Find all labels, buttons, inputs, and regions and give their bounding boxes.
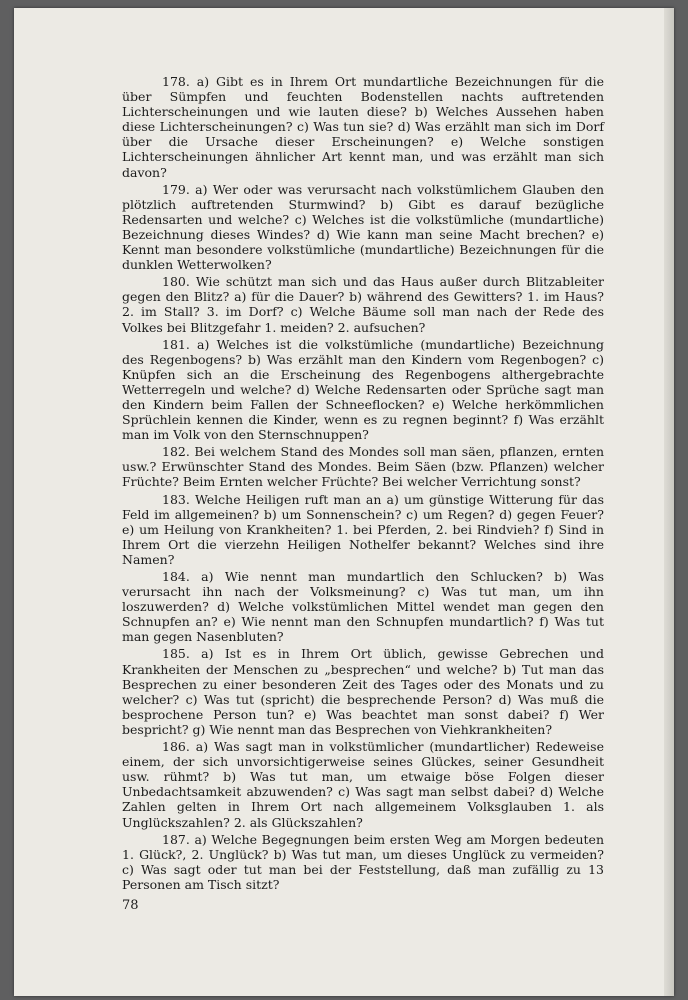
question-list — [122, 74, 604, 894]
document-page — [14, 8, 674, 996]
question-181: 181. a) Welches ist die volkstümliche (mundartliche) Bezeichnung des Regenbogens? b) Was erzählt man den Kindern vom Regenbogen? c) Knüpfen sich an die Erscheinung des Regenbogens althergebrachte Wetterregeln und welche? d) Welche Redensarten oder Sprüche sagt man den Kindern beim Fallen der Schneeflocken? e) Welche herkömmlichen Sprüchlein kennen die Kinder, wenn es zu regnen beginnt? f) Was erzählt man im Volk von den Sternschnuppen? — [122, 336, 604, 443]
page-gutter-shadow — [664, 8, 674, 996]
question-186: 186. a) Was sagt man in volkstümlicher (mundartlicher) Redeweise einem, der sich unvorsichtigerweise seines Glückes, seiner Gesundheit usw. rühmt? b) Was tut man, um etwaige böse Folgen dieser Unbedachtsamkeit abzuwenden? c) Was sagt man selbst dabei? d) Welche Zahlen gelten in Ihrem Ort nach allgemeinem Volksglauben 1. als Unglückszahlen? 2. als Glückszahlen? — [122, 739, 604, 830]
question-182: 182. Bei welchem Stand des Mondes soll man säen, pflanzen, ernten usw.? Erwünschter Stand des Mondes. Beim Säen (bzw. Pflanzen) welcher Früchte? Beim Ernten welcher Früchte? Bei welcher Verrichtung sonst? — [122, 444, 604, 490]
question-180: 180. Wie schützt man sich und das Haus außer durch Blitzableiter gegen den Blitz? a) für die Dauer? b) während des Gewitters? 1. im Haus? 2. im Stall? 3. im Dorf? c) Welche Bäume soll man nach der Rede des Volkes bei Blitzgefahr 1. meiden? 2. aufsuchen? — [122, 274, 604, 335]
question-183: 183. Welche Heiligen ruft man an a) um günstige Witterung für das Feld im allgemeinen? b) um Sonnenschein? c) um Regen? d) gegen Feuer? e) um Heilung von Krankheiten? 1. bei Pferden, 2. bei Rindvieh? f) Sind in Ihrem Ort die vierzehn Heiligen Nothelfer bekannt? Welches sind ihre Namen? — [122, 491, 604, 567]
question-184: 184. a) Wie nennt man mundartlich den Schlucken? b) Was verursacht ihn nach der Volksmeinung? c) Was tut man, um ihn loszuwerden? d) Welche volkstümlichen Mittel wendet man gegen den Schnupfen an? e) Wie nennt man den Schnupfen mundartlich? f) Was tut man gegen Nasenbluten? — [122, 569, 604, 645]
question-187: 187. a) Welche Begegnungen beim ersten Weg am Morgen bedeuten 1. Glück?, 2. Unglück? b) Was tut man, um dieses Unglück zu vermeiden? c) Was sagt oder tut man bei der Feststellung, daß man zufällig zu 13 Personen am Tisch sitzt? — [122, 831, 604, 892]
question-178: 178. a) Gibt es in Ihrem Ort mundartliche Bezeichnungen für die über Sümpfen und feuchten Bodenstellen nachts auftretenden Lichterscheinungen und wie lauten diese? b) Welches Aussehen haben diese Lichterscheinungen? c) Was tun sie? d) Was erzählt man sich im Dorf über die Ursache dieser Erscheinungen? e) Welche sonstigen Lichterscheinungen ähnlicher Art kennt man, und was erzählt man sich davon? — [122, 74, 604, 180]
page-number: 78 — [122, 898, 139, 913]
question-185: 185. a) Ist es in Ihrem Ort üblich, gewisse Gebrechen und Krankheiten der Menschen zu „besprechen“ und welche? b) Tut man das Besprechen zu einer besonderen Zeit des Tages oder des Monats und zu welcher? c) Was tut (spricht) die besprechende Person? d) Was muß die besprochene Person tun? e) Was beachtet man sonst dabei? f) Wer bespricht? g) Wie nennt man das Besprechen von Viehkrankheiten? — [122, 646, 604, 737]
question-179: 179. a) Wer oder was verursacht nach volkstümlichem Glauben den plötzlich auftretenden Sturmwind? b) Gibt es darauf bezügliche Redensarten und welche? c) Welches ist die volkstümliche (mundartliche) Bezeichnung dieses Windes? d) Wie kann man seine Macht brechen? e) Kennt man besondere volkstümliche (mundartliche) Bezeichnungen für die dunklen Wetterwolken? — [122, 181, 604, 273]
